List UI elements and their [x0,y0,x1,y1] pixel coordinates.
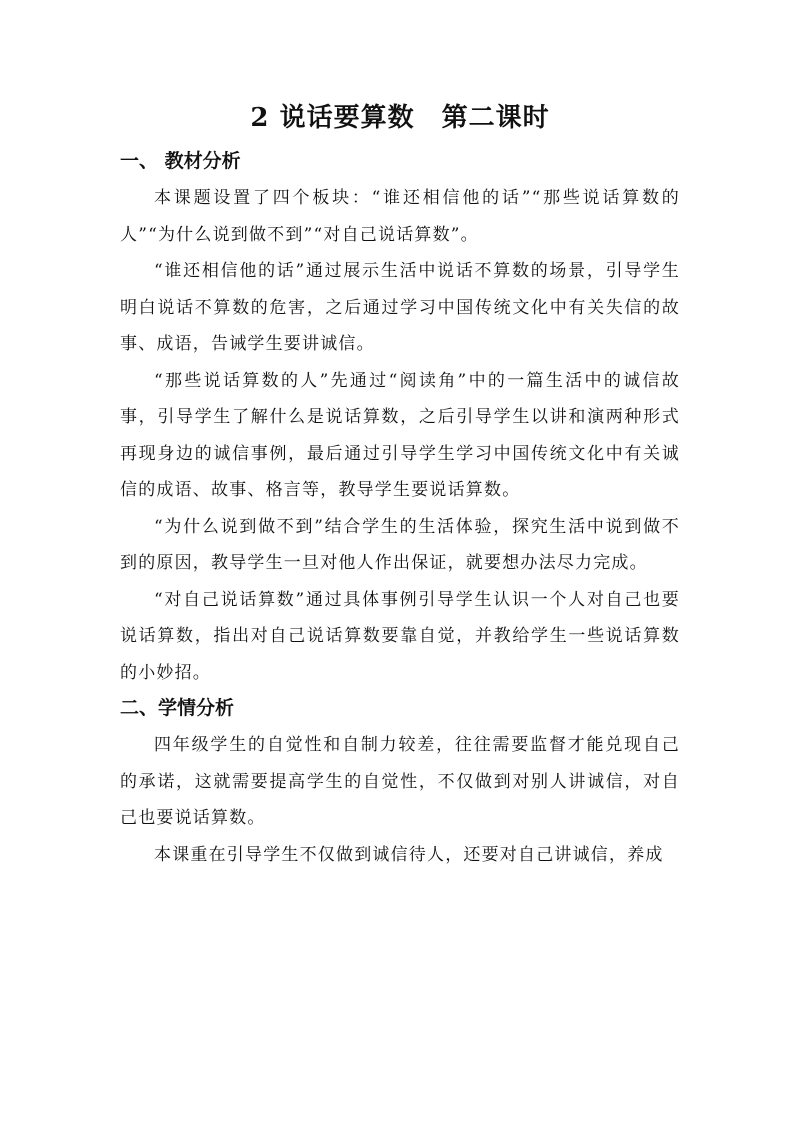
paragraph: 四年级学生的自觉性和自制力较差，往往需要监督才能兑现自己的承诺，这就需要提高学生的自觉性，不仅做到对别人讲诚信，对自己也要说话算数。 [120,735,680,828]
page-title: 2 说话要算数 第二课时 [250,103,550,133]
paragraph: “那些说话算数的人”先通过“阅读角”中的一篇生活中的诚信故事，引导学生了解什么是说话算数，之后引导学生以讲和演两种形式再现身边的诚信事例，最后通过引导学生学习中国传统文化中有关诚信的成语、故事、格言等，教导学生要说话算数。 [120,370,680,500]
section-textbook-analysis [120,146,680,691]
paragraph: “谁还相信他的话”通过展示生活中说话不算数的场景，引导学生明白说话不算数的危害，之后通过学习中国传统文化中有关失信的故事、成语，告诫学生要讲诚信。 [120,261,680,354]
paragraph: 本课重在引导学生不仅做到诚信待人，还要对自己讲诚信，养成 [154,844,664,865]
section-learner-analysis [120,693,680,873]
section-heading: 二、学情分析 [120,697,235,719]
paragraph: “对自己说话算数”通过具体事例引导学生认识一个人对自己也要说话算数，指出对自己说话算数要靠自觉，并教给学生一些说话算数的小妙招。 [120,589,680,683]
document-body [120,96,680,873]
paragraph: 本课题设置了四个板块：“谁还相信他的话”“那些说话算数的人”“为什么说到做不到”“对自己说话算数”。 [120,188,680,245]
section-heading: 一、 教材分析 [120,150,241,172]
paragraph: “为什么说到做不到”结合学生的生活体验，探究生活中说到做不到的原因，教导学生一旦对他人作出保证，就要想办法尽力完成。 [120,516,680,573]
